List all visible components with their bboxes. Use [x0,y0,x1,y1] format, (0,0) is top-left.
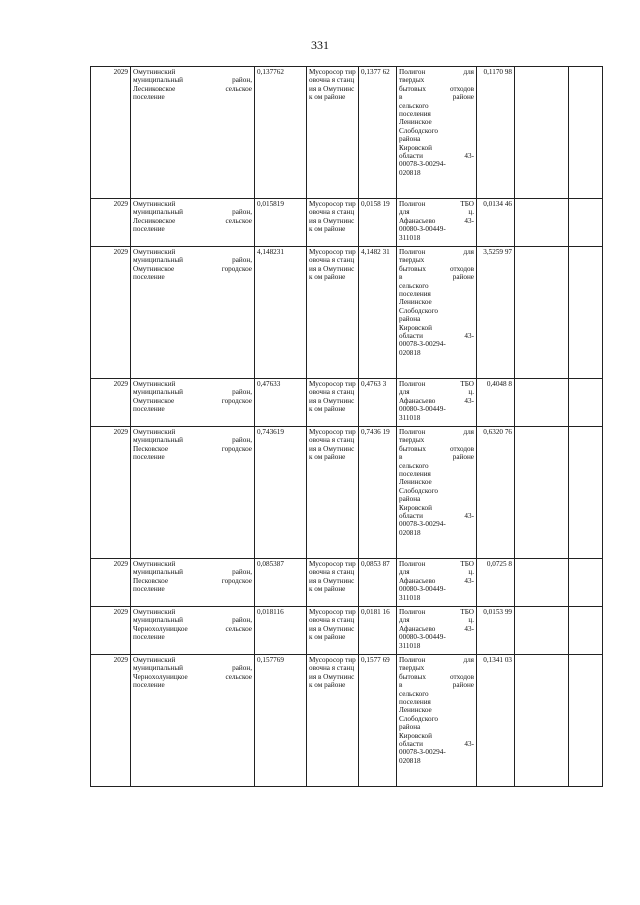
cell-value: Мусоросор тировочна я станция в Омутнинск ом районе [309,656,356,690]
cell-mass-2 [359,379,397,427]
cell-value: 0,0158 19 [361,200,390,208]
cell-mass [255,427,307,559]
cell-line: муниципальный район, [133,208,252,217]
cell-line: в районе [399,93,474,102]
cell-line: поселение [133,225,165,234]
cell-line: Полигон для [399,68,474,76]
cell-line: 00080-З-00449- [399,405,446,414]
cell-mass-3 [477,655,515,787]
cell-line: района [399,135,421,144]
cell-landfill [397,379,477,427]
cell-line: района [399,723,421,732]
cell-line: Полигон ТБО [399,560,474,568]
table-row [91,199,603,247]
cell-mass-2 [359,559,397,607]
cell-landfill [397,247,477,379]
waste-flow-table [90,66,603,787]
cell-empty [569,247,603,379]
cell-value: 0,4763 3 [361,380,387,388]
cell-value: 0,743619 [257,428,284,436]
cell-mass-3 [477,607,515,655]
cell-line: 00080-З-00449- [399,225,446,234]
cell-line: Слободского [399,306,438,315]
cell-value: 0,0153 99 [483,608,512,616]
cell-line: бытовых отходов [399,444,474,453]
cell-mass-2 [359,67,397,199]
cell-line: Полигон для [399,656,474,664]
cell-empty [515,559,569,607]
cell-line: в районе [399,453,474,462]
cell-line: сельского [399,101,429,110]
cell-line: Слободского [399,486,438,495]
cell-line: 311018 [399,233,421,242]
cell-mass-2 [359,607,397,655]
cell-line: поселение [133,93,165,102]
cell-line: муниципальный район, [133,256,252,265]
cell-value: 2029 [113,248,128,256]
cell-line: Песковское городское [133,576,252,585]
cell-line: поселение [133,585,165,594]
cell-empty [515,247,569,379]
cell-line: поселения [399,110,431,119]
cell-landfill [397,559,477,607]
cell-line: 311018 [399,413,421,422]
cell-value: 0,0853 87 [361,560,390,568]
cell-line: Кировской [399,731,432,740]
cell-district [131,67,255,199]
cell-line: сельского [399,689,429,698]
cell-value: 0,6320 76 [483,428,512,436]
cell-facility [307,655,359,787]
cell-line: Омутнинский [133,68,176,76]
cell-line: области 43- [399,740,474,749]
cell-empty [569,427,603,559]
page-number: 331 [311,38,329,52]
cell-value: 0,1577 69 [361,656,390,664]
cell-year [91,559,131,607]
cell-value: 2029 [113,560,128,568]
cell-line: Афанасьево 43- [399,216,474,225]
cell-mass [255,559,307,607]
cell-year [91,655,131,787]
cell-line: 311018 [399,641,421,650]
cell-line: Ленинское [399,478,432,487]
cell-value: 0,015819 [257,200,284,208]
cell-mass-3 [477,427,515,559]
cell-line: поселение [133,405,165,414]
cell-line: Омутнинский [133,200,176,208]
cell-value: 2029 [113,68,128,76]
cell-line: Омутнинское городское [133,264,252,273]
table-body [91,67,603,787]
cell-line: Омутнинский [133,248,176,256]
cell-facility [307,247,359,379]
cell-line: Лесниковское сельское [133,84,252,93]
cell-mass-3 [477,247,515,379]
cell-line: Омутнинский [133,608,176,616]
cell-year [91,199,131,247]
cell-value: 0,085387 [257,560,284,568]
cell-year [91,427,131,559]
cell-line: 00078-З-00294- [399,520,446,529]
cell-line: для ц. [399,568,474,577]
cell-value: 0,1170 98 [483,68,512,76]
cell-line: Омутнинский [133,428,176,436]
cell-value: 0,0725 8 [486,560,512,568]
cell-landfill [397,199,477,247]
cell-line: бытовых отходов [399,264,474,273]
cell-value: Мусоросор тировочна я станция в Омутнинск ом районе [309,608,356,642]
cell-line: твердых [399,664,425,673]
cell-line: Омутнинский [133,560,176,568]
cell-district [131,559,255,607]
cell-mass [255,655,307,787]
cell-value: 4,148231 [257,248,284,256]
cell-line: поселение [133,633,165,642]
cell-line: муниципальный район, [133,616,252,625]
cell-value: 2029 [113,656,128,664]
cell-mass-2 [359,655,397,787]
cell-empty [569,655,603,787]
cell-empty [515,607,569,655]
table-row [91,247,603,379]
cell-mass-3 [477,379,515,427]
cell-line: твердых [399,436,425,445]
cell-line: поселения [399,470,431,479]
cell-value: 0,47633 [257,380,281,388]
cell-facility [307,199,359,247]
table-row [91,379,603,427]
cell-empty [569,199,603,247]
cell-line: Слободского [399,126,438,135]
cell-facility [307,427,359,559]
cell-district [131,427,255,559]
cell-mass-2 [359,247,397,379]
cell-line: поселения [399,698,431,707]
cell-landfill [397,607,477,655]
cell-line: Черноxолуницкое сельское [133,624,252,633]
cell-line: муниципальный район, [133,388,252,397]
cell-line: Полигон ТБО [399,608,474,616]
cell-line: Ленинское [399,706,432,715]
cell-line: для ц. [399,388,474,397]
table-row [91,67,603,199]
cell-value: 0,0181 16 [361,608,390,616]
cell-line: области 43- [399,332,474,341]
cell-line: Черноxолуницкое сельское [133,672,252,681]
cell-line: муниципальный район, [133,568,252,577]
cell-empty [569,559,603,607]
cell-mass-3 [477,67,515,199]
cell-empty [515,655,569,787]
cell-line: в районе [399,681,474,690]
cell-line: Песковское городское [133,444,252,453]
cell-facility [307,559,359,607]
cell-line: бытовых отходов [399,84,474,93]
cell-mass [255,199,307,247]
cell-line: муниципальный район, [133,76,252,85]
cell-empty [569,607,603,655]
cell-line: 00080-З-00449- [399,633,446,642]
cell-line: муниципальный район, [133,436,252,445]
cell-year [91,607,131,655]
cell-line: поселения [399,290,431,299]
cell-value: Мусоросор тировочна я станция в Омутнинск ом районе [309,380,356,414]
cell-line: поселение [133,453,165,462]
cell-line: Лесниковское сельское [133,216,252,225]
cell-line: Слободского [399,714,438,723]
cell-mass [255,67,307,199]
cell-value: 0,137762 [257,68,284,76]
cell-line: 020818 [399,756,421,765]
cell-district [131,607,255,655]
cell-value: 3,5259 97 [483,248,512,256]
cell-line: Омутнинский [133,656,176,664]
cell-line: 020818 [399,348,421,357]
cell-line: для ц. [399,208,474,217]
cell-line: 00078-З-00294- [399,340,446,349]
cell-empty [515,67,569,199]
cell-mass [255,247,307,379]
cell-line: Полигон ТБО [399,380,474,388]
cell-line: Омутнинское городское [133,396,252,405]
cell-line: 00080-З-00449- [399,585,446,594]
cell-line: Кировской [399,503,432,512]
cell-value: 2029 [113,428,128,436]
cell-value: Мусоросор тировочна я станция в Омутнинск ом районе [309,428,356,462]
cell-value: Мусоросор тировочна я станция в Омутнинск ом районе [309,248,356,282]
table-row [91,655,603,787]
cell-district [131,247,255,379]
cell-line: муниципальный район, [133,664,252,673]
cell-mass-3 [477,559,515,607]
cell-line: твердых [399,256,425,265]
cell-mass [255,379,307,427]
cell-landfill [397,427,477,559]
cell-value: 0,0134 46 [483,200,512,208]
cell-district [131,655,255,787]
cell-line: 00078-З-00294- [399,160,446,169]
cell-year [91,247,131,379]
cell-district [131,199,255,247]
cell-empty [515,199,569,247]
cell-facility [307,67,359,199]
cell-line: Кировской [399,143,432,152]
cell-empty [515,427,569,559]
cell-year [91,67,131,199]
cell-mass-2 [359,427,397,559]
cell-value: 2029 [113,608,128,616]
cell-value: 0,018116 [257,608,284,616]
cell-value: Мусоросор тировочна я станция в Омутнинск ом районе [309,200,356,234]
cell-landfill [397,67,477,199]
cell-line: Афанасьево 43- [399,576,474,585]
cell-line: Полигон для [399,428,474,436]
cell-line: области 43- [399,152,474,161]
cell-value: 0,1341 03 [483,656,512,664]
table-row [91,559,603,607]
cell-value: 2029 [113,200,128,208]
cell-value: 0,1377 62 [361,68,390,76]
cell-line: Полигон ТБО [399,200,474,208]
cell-value: 2029 [113,380,128,388]
cell-value: 0,157769 [257,656,284,664]
table-row [91,607,603,655]
cell-line: области 43- [399,512,474,521]
cell-line: сельского [399,281,429,290]
cell-line: твердых [399,76,425,85]
cell-line: поселение [133,273,165,282]
cell-line: в районе [399,273,474,282]
cell-empty [569,67,603,199]
cell-line: Афанасьево 43- [399,624,474,633]
cell-value: Мусоросор тировочна я станция в Омутнинск ом районе [309,68,356,102]
cell-line: 00078-З-00294- [399,748,446,757]
cell-line: Ленинское [399,298,432,307]
cell-line: 020818 [399,168,421,177]
cell-landfill [397,655,477,787]
cell-line: Афанасьево 43- [399,396,474,405]
cell-year [91,379,131,427]
cell-value: 0,7436 19 [361,428,390,436]
cell-line: 311018 [399,593,421,602]
cell-empty [569,379,603,427]
cell-line: 020818 [399,528,421,537]
cell-line: поселение [133,681,165,690]
table-row [91,427,603,559]
cell-value: 4,1482 31 [361,248,390,256]
cell-line: для ц. [399,616,474,625]
cell-line: Омутнинский [133,380,176,388]
cell-district [131,379,255,427]
cell-mass [255,607,307,655]
cell-line: района [399,495,421,504]
cell-line: бытовых отходов [399,672,474,681]
cell-line: района [399,315,421,324]
cell-facility [307,607,359,655]
cell-value: 0,4048 8 [486,380,512,388]
cell-mass-3 [477,199,515,247]
cell-empty [515,379,569,427]
cell-line: сельского [399,461,429,470]
cell-line: Ленинское [399,118,432,127]
cell-line: Кировской [399,323,432,332]
cell-mass-2 [359,199,397,247]
cell-facility [307,379,359,427]
cell-line: Полигон для [399,248,474,256]
cell-value: Мусоросор тировочна я станция в Омутнинск ом районе [309,560,356,594]
